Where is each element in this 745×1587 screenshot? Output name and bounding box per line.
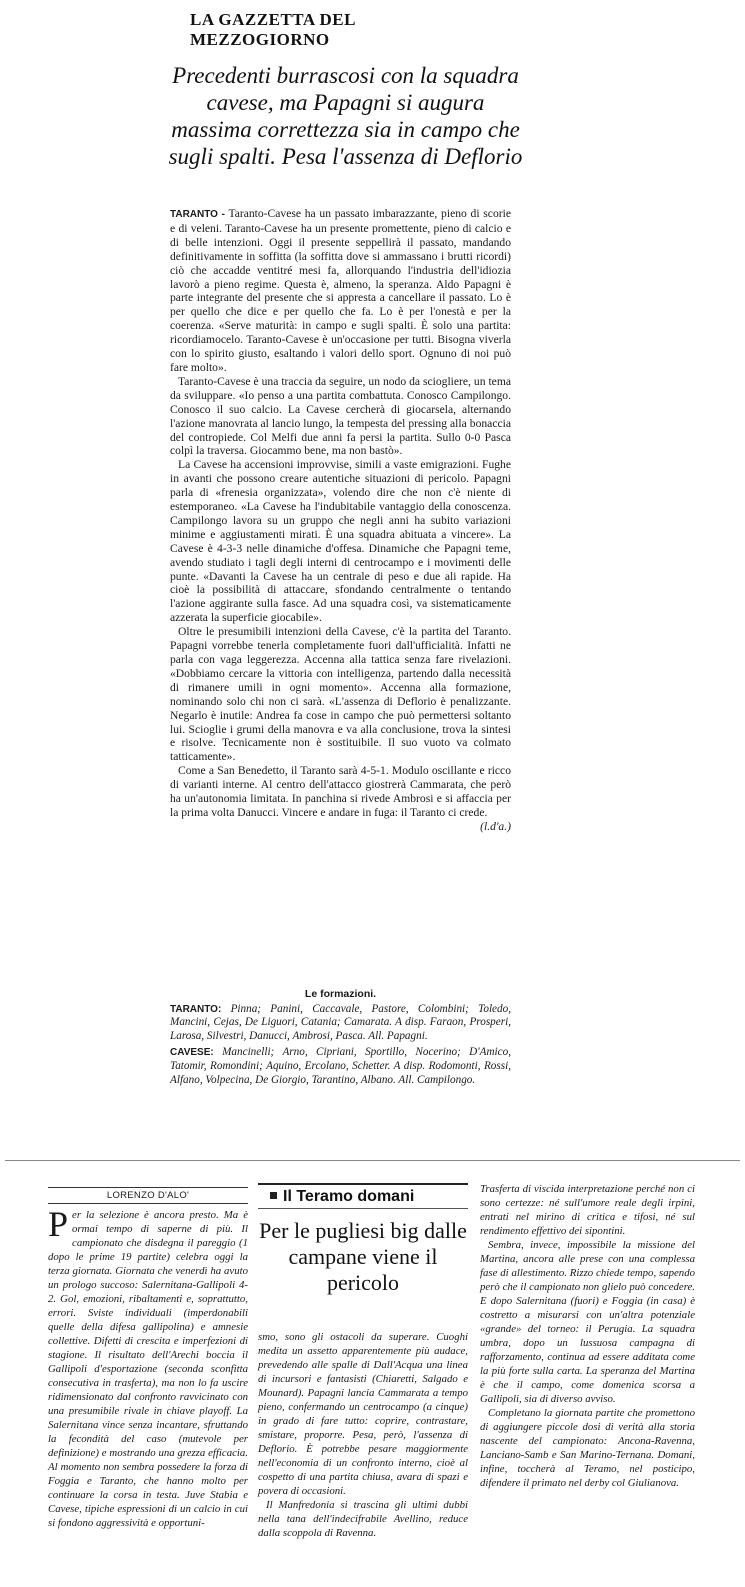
article-paragraph: Taranto-Cavese è una traccia da seguire, un nodo da sciogliere, un tema da sviluppare. «Io penso a una partita combattuta. Conosco Campilongo. Conosco il suo calcio. La Cavese cercherà di giocarsela, alternando l'azione manovrata al lancio lungo, la tempesta del pressing alla bonaccia del contropiede. Col Melfi due anni fa persi la partita. Sullo 0-0 Pasca colpì la traversa. Giocammo bene, ma non bastò».	[170, 374, 511, 458]
article-paragraph: smo, sono gli ostacoli da superare. Cuoghi medita un assetto apparentemente più audace, prevedendo alle spalle di Dall'Acqua una linea di incursori e fantasisti (Chiaretti, Salgado e Mounard). Papagni lancia Cammarata a tempo pieno, confermando un centrocampo (a cinque) in grado di fare tutto: coprire, contrastare, smistare, proporre. Pesa, però, l'assenza di Deflorio. È potrebbe pesare maggiormente nell'economia di un confronto interno, cioè al cospetto di una partita chiusa, avara di spazi e povera di occasioni.	[258, 1331, 468, 1497]
masthead: LA GAZZETTA DEL MEZZOGIORNO	[190, 10, 355, 49]
team-label-cavese: CAVESE:	[170, 1047, 214, 1059]
formations-title: Le formazioni.	[304, 988, 377, 1000]
article-paragraph: La Cavese ha accensioni improvvise, simili a vaste emigrazioni. Fughe in avanti che possono creare autentiche situazioni di pericolo. Papagni parla di «frenesia organizzata», volendo dire che non c'è niente di estemporaneo. «La Cavese ha l'indubitabile vantaggio della conoscenza. Campilongo lavora su un gruppo che negli anni ha subito variazioni minime e aggiustamenti mirati. È una squadra abituata a vincere». La Cavese è 4-3-3 nelle dinamiche d'offesa. Dinamiche che Papagni teme, avendo studiato i tagli degli interni di centrocampo e i movimenti delle punte. «Davanti la Cavese ha un centrale di peso e due ali rapide. Ha cioè la possibilità di attaccare, sfondando centralmente o tentando l'azione aggirante sulla fasce. Ad una squadra così, va sistematicamente azzerata la superficie giocabile».	[170, 458, 511, 625]
author-signature: (l.d'a.)	[480, 819, 511, 833]
article-paragraph	[48, 1204, 248, 1530]
column-one	[48, 1204, 248, 1530]
kicker-text: Il Teramo domani	[283, 1188, 415, 1205]
lineup-text: Mancinelli; Arno, Cipriani, Sportillo, Nocerino; D'Amico, Tatomir, Romondini; Aquino, Ercolano, Schetter. A disp. Rodomonti, Rossi, Alfano, Volpecina, De Giorgio, Tarantino, Albano. All. Campilongo.	[170, 1046, 511, 1086]
article-paragraph: Come a San Benedetto, il Taranto sarà 4-5-1. Modulo oscillante e ricco di varianti interne. Al centro dell'attacco giostrerà Cammarata, che però ha un'autonomia limitata. In panchina si rivede Ambrosi e si affaccia per la prima volta Danucci. Vincere e andare in fuga: il Taranto ci crede.	[170, 764, 511, 819]
section-divider	[5, 1160, 740, 1161]
article-paragraph: Trasferta di viscida interpretazione perché non ci sono certezze: né sull'umore reale degli irpini, entrati nel mirino di critica e tifosi, né sul rendimento effettivo dei sipontini.	[480, 1183, 695, 1237]
article-paragraph: Oltre le presumibili intenzioni della Cavese, c'è la partita del Taranto. Papagni vorrebbe tenerla completamente fuori dall'ufficialità. Infatti ne parla con vaga leggerezza. Accenna alla tattica senza fare rivelazioni. «Dobbiamo cercare la vittoria con intelligenza, partendo dalla necessità di rimanere umili in ogni momento». Accenna alla formazione, nominando solo chi non ci sarà. «L'assenza di Deflorio è penalizzante. Negarlo è inutile: Andrea fa cose in campo che può permettersi soltanto lui. Scioglie i grumi della manovra e va alla conclusione, trova la sintesi e risolve. Tecnicamente non è sostituibile. Il suo vuoto va colmato tatticamente».	[170, 625, 511, 764]
dateline: TARANTO -	[170, 209, 225, 220]
formation-cavese	[170, 1046, 511, 1087]
lineup-text: Pinna; Panini, Caccavale, Pastore, Colombini; Toledo, Mancini, Cejas, De Liguori, Catania; Camarata. A disp. Faraon, Prosperi, Larosa, Silvestri, Danucci, Ambrosi, Pasca. All. Papagni.	[170, 1002, 512, 1042]
paragraph-text: er la selezione è ancora presto. Ma è ormai tempo di saperne di più. Il campionato che disdegna il pareggio (1 dopo le prime 19 partite) celebra oggi la terza giornata. Giornata che venerdì ha avuto un prologo succoso: Salernitana-Gallipoli 4-2. Gol, emozioni, ribaltamenti e, soprattutto, errori. Sviste individuali (imperdonabili quelle della difesa gallipolina) e amnesie collettive. Difetti di crescita e imperfezioni di stagione. Il risultato dell'Arechi boccia il Gallipoli d'esportazione (seconda sconfitta consecutiva in trasferta), ma non lo fa uscire ridimensionato dal confronto ravvicinato con una presumibile rivale in chiave playoff. La Salernitana vince senza incantare, sfruttando la fecondità del caso (mutevole per definizione) e mostrando una grezza efficacia. Al momento non sembra possedere la forza di Foggia e Taranto, che hanno molto per continuare la corsa in testa. Juve Stabia e Cavese, tipiche espressioni di un calcio in cui si fondono aggressività e opportuni-	[48, 1209, 248, 1529]
article-paragraph: Completano la giornata partite che promettono di aggiungere piccole dosi di verità alla storia nascente del campionato: Ancona-Ravenna, Lanciano-Samb e San Marino-Ternana. Domani, infine, toccherà al Teramo, nel posticipo, difendere il primato nel derby col Giulianova.	[480, 1407, 695, 1489]
team-label-taranto: TARANTO:	[170, 1003, 222, 1015]
formation-taranto	[170, 1003, 511, 1044]
paragraph-text: Taranto-Cavese ha un passato imbarazzante, pieno di scorie e di veleni. Taranto-Cavese ha un presente promettente, pieno di calcio e di belle intenzioni. Oggi il presente seppellirà il passato, mandando definitivamente in soffitta (la soffitta dove si ammassano i brutti ricordi) ciò che accadde ventitré mesi fa, allorquando l'industria dell'idiozia lavorò a pieno regime. Questa è, almeno, la speranza. Aldo Papagni è parte integrante del presente che si appresta a cancellare il passato. Lo è per quello che dice e per quello che fa. Lo è per l'onestà e per la coerenza. «Serve maturità: in campo e sugli spalti. È solo una partita: ricordiamocelo. Taranto-Cavese è un'occasione per tutti. Bisogna viverla con lo spirito giusto, esaltando i valori dello sport. Ognuno di noi può fare molto».	[170, 207, 511, 374]
square-bullet-icon	[270, 1192, 277, 1199]
article-paragraph: Il Manfredonia si trascina gli ultimi dubbi nella tana dell'indecifrabile Avellino, reduce dalla scoppola di Ravenna.	[258, 1499, 468, 1539]
drop-cap: P	[48, 1204, 69, 1244]
article-paragraph	[170, 207, 511, 375]
column-two	[258, 1330, 468, 1540]
article-headline: Precedenti burrascosi con la squadra cavese, ma Papagni si augura massima correttezza sia in campo che sugli spalti. Pesa l'assenza di Deflorio	[168, 63, 523, 169]
kicker	[258, 1183, 468, 1209]
author-byline: LORENZO D'ALO'	[48, 1187, 248, 1204]
article-paragraph: Sembra, invece, impossibile la missione del Martina, ancora alle prese con una complessa fase di allestimento. Rizzo chiede tempo, sapendo però che il campionato non glielo può concedere. E dopo Salernitana (fuori) e Foggia (in casa) è costretto a misurarsi con un'altra potenziale «grande» del torneo: il Perugia. La squadra umbra, dopo un lussuosa campagna di rafforzamento, continua ad essere additata come la più forte sulla carta. La speranza del Martina è che il campo, come domenica scorsa a Gallipoli, sia di diverso avviso.	[480, 1239, 695, 1405]
main-article-body	[170, 207, 511, 834]
column-three	[480, 1182, 695, 1490]
formations-box	[170, 988, 511, 1090]
column-headline: Per le pugliesi big dalle campane viene il pericolo	[259, 1218, 467, 1295]
